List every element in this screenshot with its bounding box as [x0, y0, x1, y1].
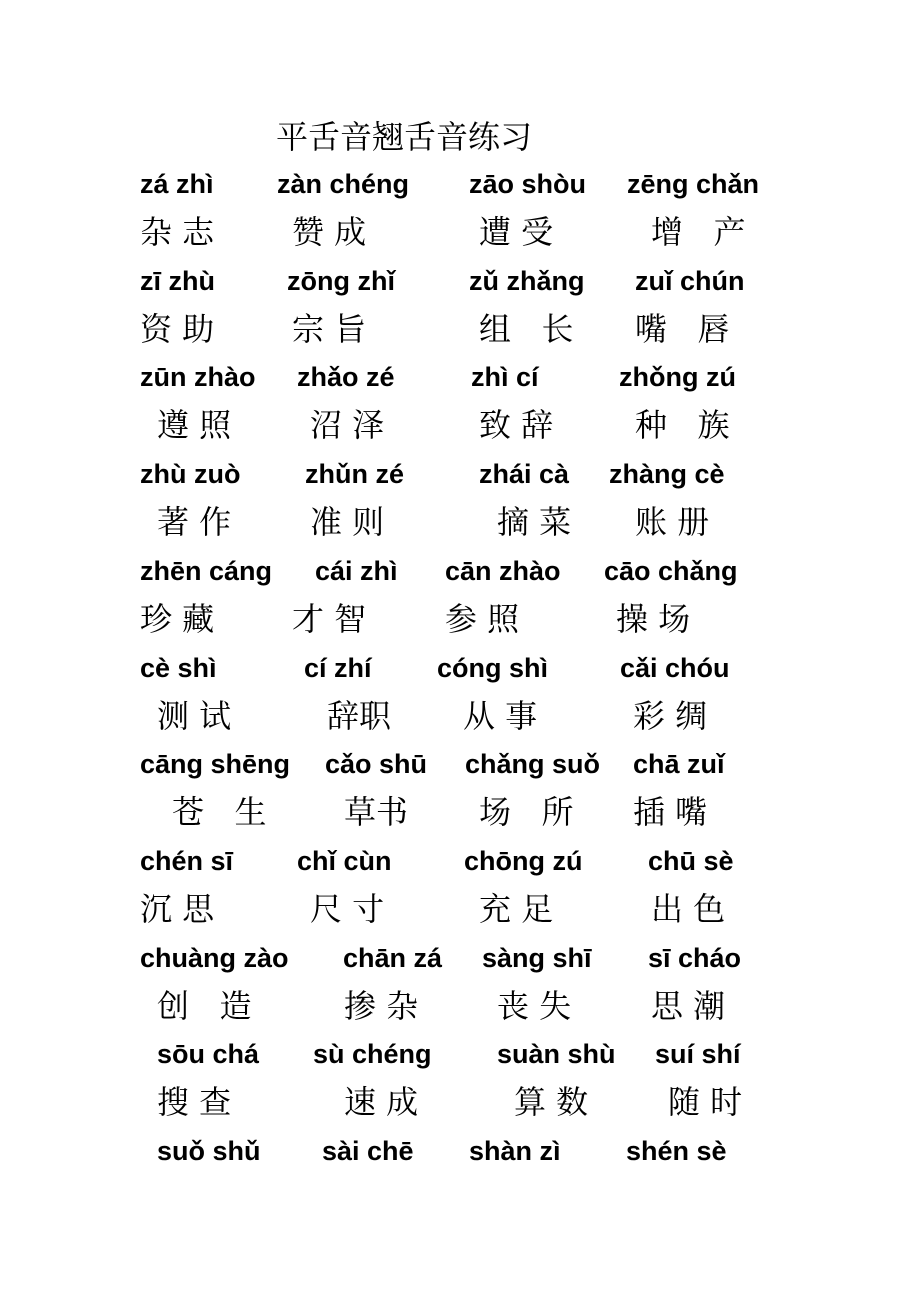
pinyin-word: sài chē: [322, 1136, 414, 1166]
pinyin-word: shén sè: [626, 1136, 727, 1166]
hanzi-row: [0, 210, 920, 254]
pinyin-word: sàng shī: [482, 942, 592, 973]
pinyin-row: [0, 936, 920, 980]
hanzi-word: 掺 杂: [344, 986, 419, 1025]
pinyin-word: chén sī: [140, 845, 234, 876]
hanzi-word: 彩 绸: [633, 696, 708, 735]
pinyin-word: cǎi chóu: [620, 652, 730, 683]
hanzi-word: 宗 旨: [292, 309, 367, 348]
hanzi-word: 算 数: [514, 1083, 589, 1122]
pinyin-word: chā zuǐ: [633, 749, 725, 780]
hanzi-row: [0, 597, 920, 641]
pinyin-word: zhì cí: [471, 362, 539, 393]
pinyin-word: zhǔn zé: [305, 459, 404, 490]
pinyin-word: suàn shù: [497, 1039, 616, 1070]
hanzi-word: 充 足: [479, 889, 554, 928]
hanzi-row: [0, 500, 920, 544]
pinyin-word: cái zhì: [315, 555, 398, 586]
hanzi-word: 辞职: [327, 696, 392, 735]
pinyin-word: cāng shēng: [140, 749, 291, 780]
pinyin-word: cān zhào: [445, 555, 561, 586]
pinyin-word: zǔ zhǎng: [469, 265, 585, 296]
pinyin-word: zēng chǎn: [627, 169, 760, 199]
page-title: 平舌音翘舌音练习: [276, 118, 533, 156]
pinyin-word: zuǐ chún: [635, 265, 745, 296]
hanzi-word: 组 长: [479, 309, 574, 348]
hanzi-word: 尺 寸: [310, 889, 385, 928]
hanzi-word: 种 族: [635, 406, 730, 445]
hanzi-word: 摘 菜: [497, 503, 572, 542]
hanzi-word: 苍 生: [172, 793, 267, 832]
hanzi-row: [0, 307, 920, 351]
pinyin-word: zá zhì: [140, 169, 214, 199]
pinyin-word: zī zhù: [140, 265, 215, 296]
pinyin-word: cóng shì: [437, 652, 549, 683]
hanzi-word: 嘴 唇: [635, 309, 730, 348]
pinyin-word: cè shì: [140, 652, 217, 683]
hanzi-word: 参 照: [445, 599, 520, 638]
hanzi-word: 测 试: [157, 696, 232, 735]
hanzi-word: 赞 成: [292, 213, 367, 251]
pinyin-row: [0, 839, 920, 883]
pinyin-word: zhái cà: [479, 459, 570, 490]
hanzi-word: 著 作: [157, 503, 232, 542]
hanzi-word: 遭 受: [479, 213, 554, 251]
hanzi-word: 随 时: [668, 1083, 743, 1122]
hanzi-row: [0, 984, 920, 1028]
pinyin-word: suí shí: [655, 1039, 741, 1070]
pinyin-row: [0, 1032, 920, 1076]
pinyin-word: cāo chǎng: [604, 555, 738, 586]
pinyin-word: chū sè: [648, 845, 734, 876]
hanzi-row: [0, 694, 920, 738]
hanzi-word: 场 所: [479, 793, 574, 832]
pinyin-word: zūn zhào: [140, 362, 256, 393]
pinyin-word: chǐ cùn: [297, 845, 392, 876]
pinyin-word: chōng zú: [464, 845, 583, 876]
pinyin-word: zhù zuò: [140, 459, 241, 490]
hanzi-word: 资 助: [140, 309, 215, 348]
hanzi-row: [0, 1080, 920, 1124]
hanzi-word: 准 则: [310, 503, 385, 542]
pinyin-row: [0, 259, 920, 303]
pinyin-word: zàn chéng: [277, 169, 410, 199]
pinyin-row: [0, 452, 920, 496]
hanzi-word: 草书: [344, 793, 409, 832]
pinyin-row: [0, 162, 920, 206]
pinyin-word: zhǒng zú: [619, 362, 736, 393]
hanzi-word: 才 智: [292, 599, 367, 638]
hanzi-word: 出 色: [651, 889, 726, 928]
hanzi-word: 搜 查: [157, 1083, 232, 1122]
pinyin-word: sōu chá: [157, 1039, 260, 1070]
hanzi-word: 速 成: [344, 1083, 419, 1122]
hanzi-word: 沼 泽: [310, 406, 385, 445]
pinyin-row: [0, 1129, 920, 1173]
pinyin-word: cǎo shū: [325, 749, 428, 780]
pinyin-word: zhǎo zé: [297, 362, 395, 393]
pinyin-row: [0, 355, 920, 399]
pinyin-word: sù chéng: [313, 1039, 432, 1070]
hanzi-row: [0, 887, 920, 931]
hanzi-word: 操 场: [616, 599, 691, 638]
hanzi-word: 插 嘴: [633, 793, 708, 832]
pinyin-word: sī cháo: [648, 942, 742, 973]
hanzi-row: [0, 790, 920, 834]
pinyin-word: zhēn cáng: [140, 555, 273, 586]
hanzi-row: [0, 403, 920, 447]
pinyin-word: cí zhí: [304, 652, 372, 683]
hanzi-word: 沉 思: [140, 889, 215, 928]
pinyin-word: zhàng cè: [609, 459, 725, 490]
hanzi-word: 致 辞: [479, 406, 554, 445]
hanzi-word: 遵 照: [157, 406, 232, 445]
pinyin-word: zāo shòu: [469, 169, 587, 199]
hanzi-word: 账 册: [635, 503, 710, 542]
hanzi-word: 增 产: [651, 213, 746, 251]
hanzi-word: 从 事: [463, 696, 538, 735]
hanzi-word: 丧 失: [497, 986, 572, 1025]
pinyin-word: zōng zhǐ: [287, 265, 395, 296]
pinyin-row: [0, 646, 920, 690]
pinyin-row: [0, 742, 920, 786]
pinyin-word: chǎng suǒ: [465, 749, 601, 780]
hanzi-word: 创 造: [157, 986, 252, 1025]
pinyin-row: [0, 549, 920, 593]
hanzi-word: 珍 藏: [140, 599, 215, 638]
pinyin-word: suǒ shǔ: [157, 1136, 261, 1166]
hanzi-word: 思 潮: [651, 986, 726, 1025]
hanzi-word: 杂 志: [140, 213, 215, 251]
pinyin-word: shàn zì: [469, 1136, 561, 1166]
pinyin-word: chān zá: [343, 942, 443, 973]
pinyin-word: chuàng zào: [140, 942, 289, 973]
